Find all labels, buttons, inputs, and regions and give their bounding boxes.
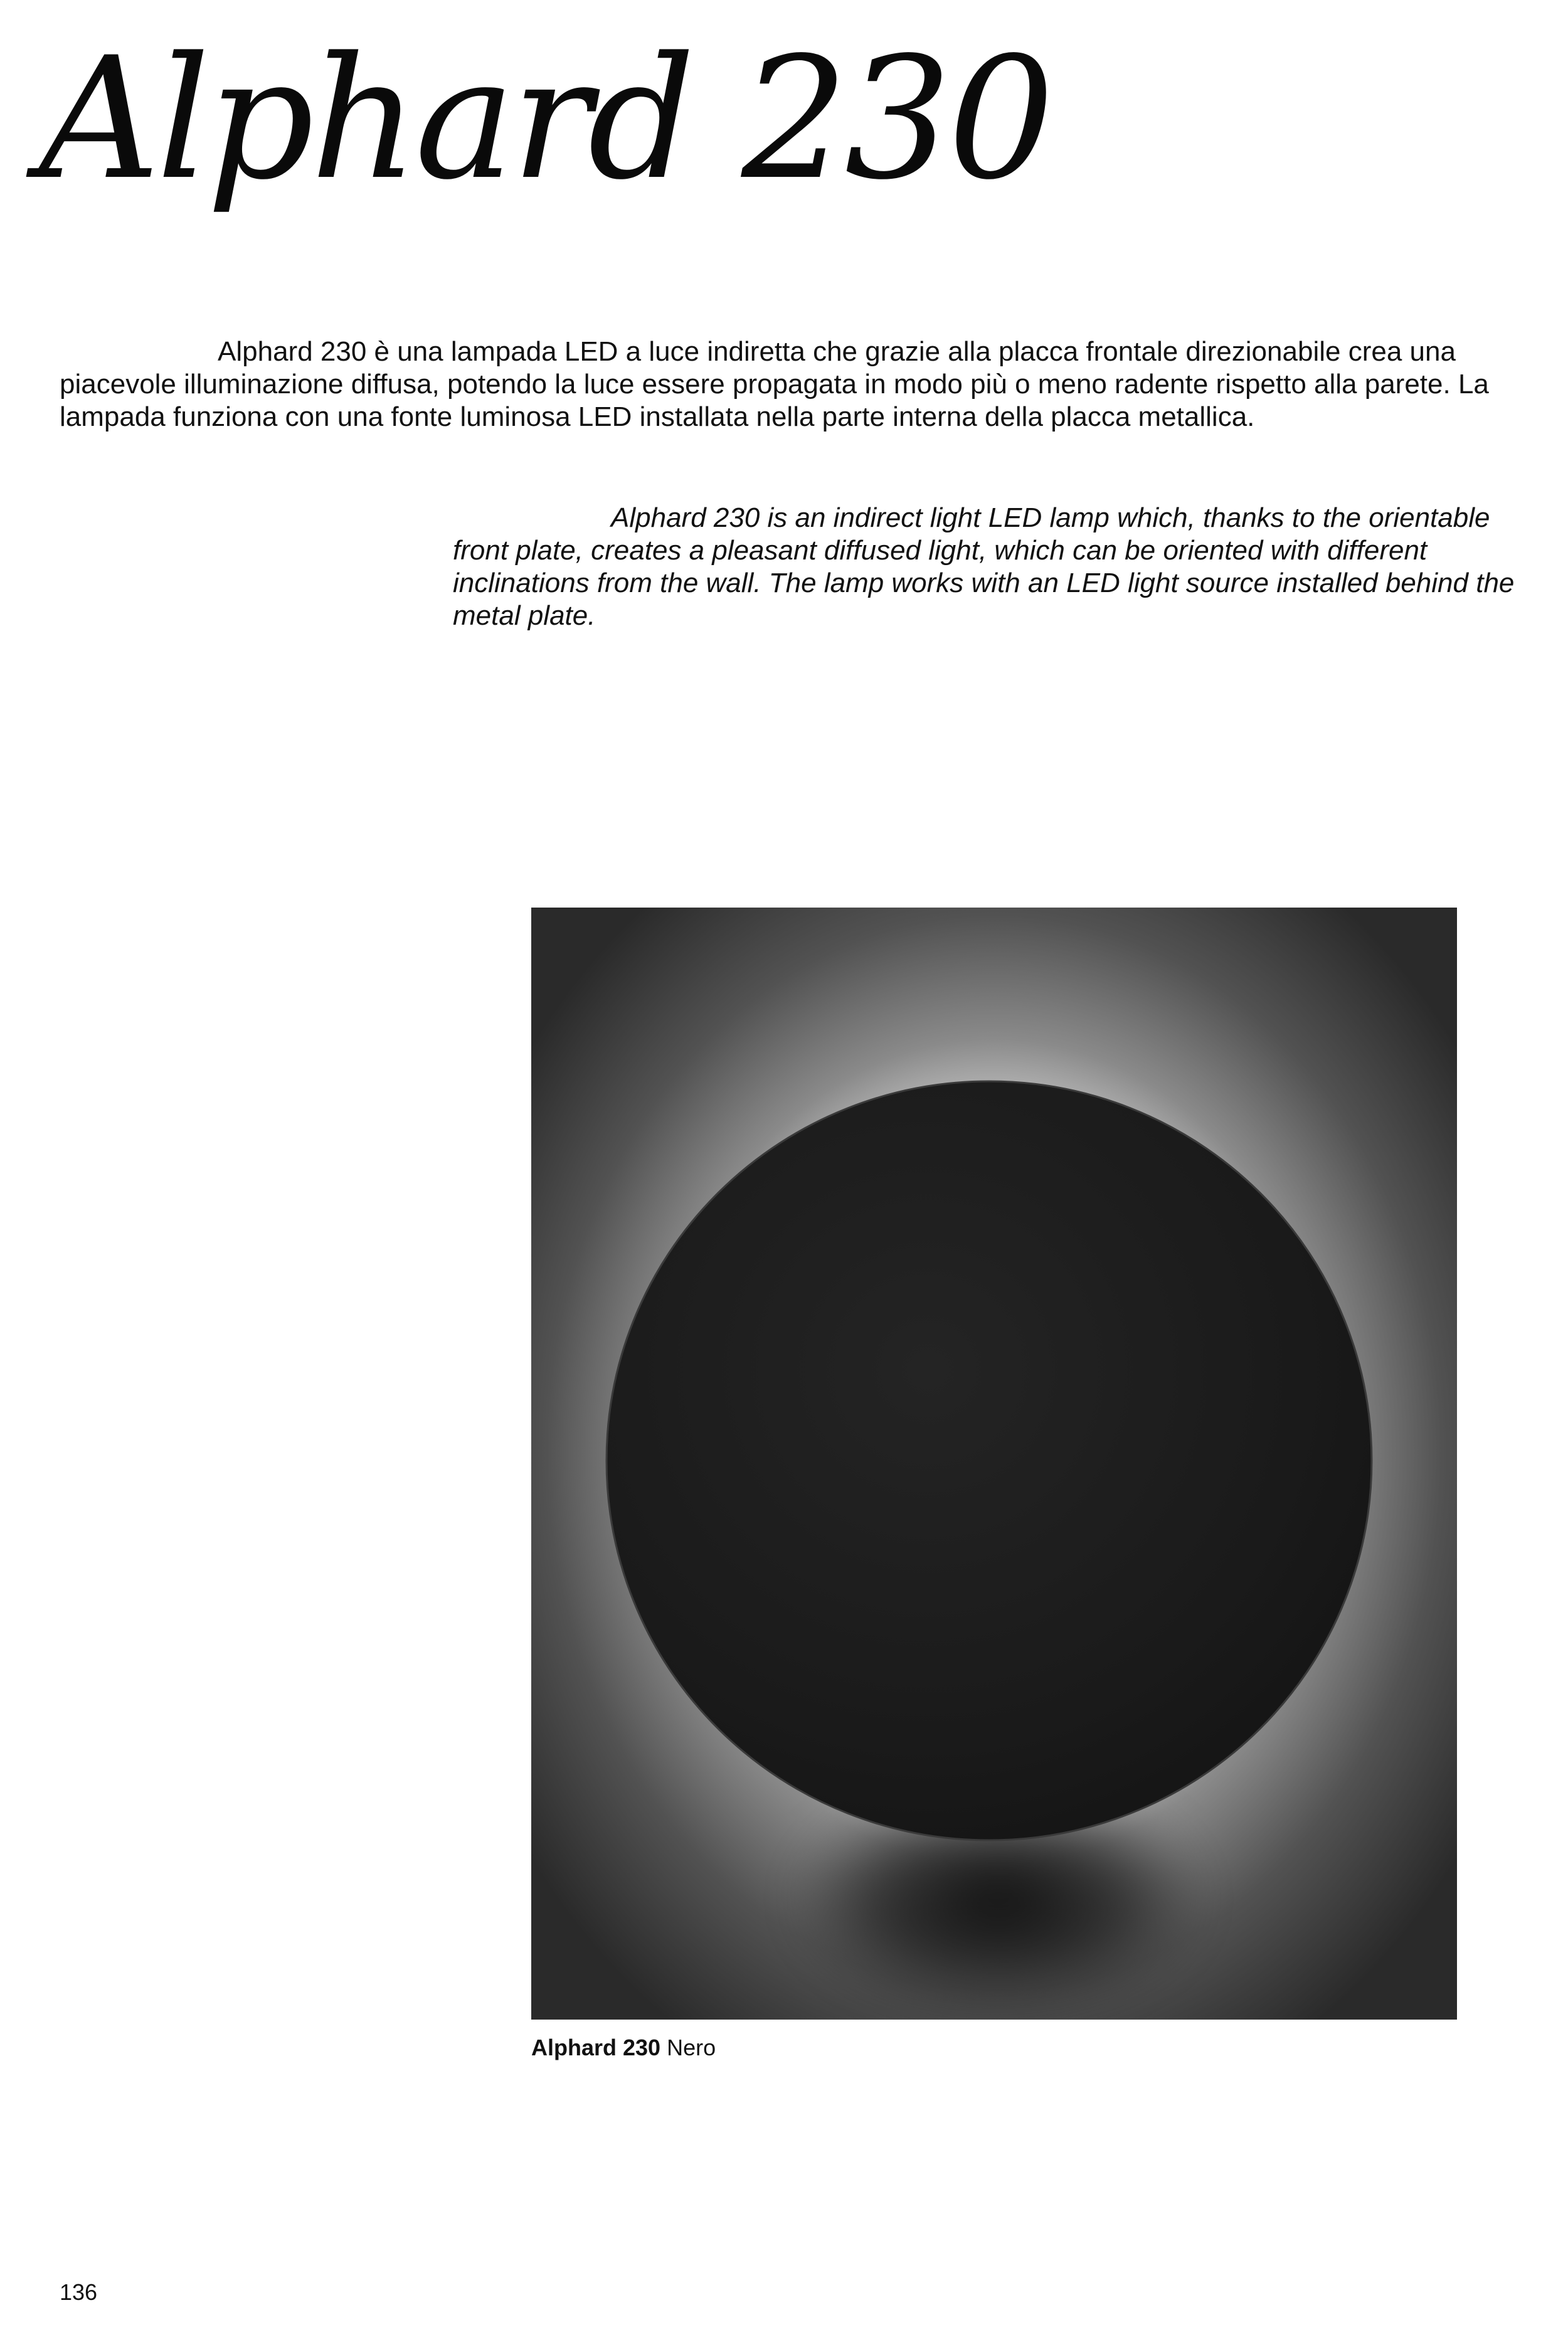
description-italian: Alphard 230 è una lampada LED a luce indiretta che grazie alla placca frontale direzionabile crea una piacevole illuminazione diffusa, potendo la luce essere propagata in modo più o meno radente rispetto alla parete. La lampada funziona con una fonte luminosa LED installata nella parte interna della placca metallica.	[60, 336, 1489, 432]
lamp-plate	[607, 1081, 1372, 1840]
caption-model: Alphard 230	[531, 2035, 661, 2060]
product-photo	[531, 908, 1457, 2020]
page-number: 136	[60, 2279, 98, 2305]
description-english: Alphard 230 is an indirect light LED lamp which, thanks to the orientable front plate, creates a pleasant diffused light, which can be oriented with different inclinations from the wall. The lamp works with an LED light source installed behind the metal plate.	[453, 502, 1515, 631]
page-title: Alphard 230	[39, 21, 1051, 217]
image-caption	[531, 2034, 716, 2062]
caption-finish: Nero	[667, 2035, 716, 2060]
